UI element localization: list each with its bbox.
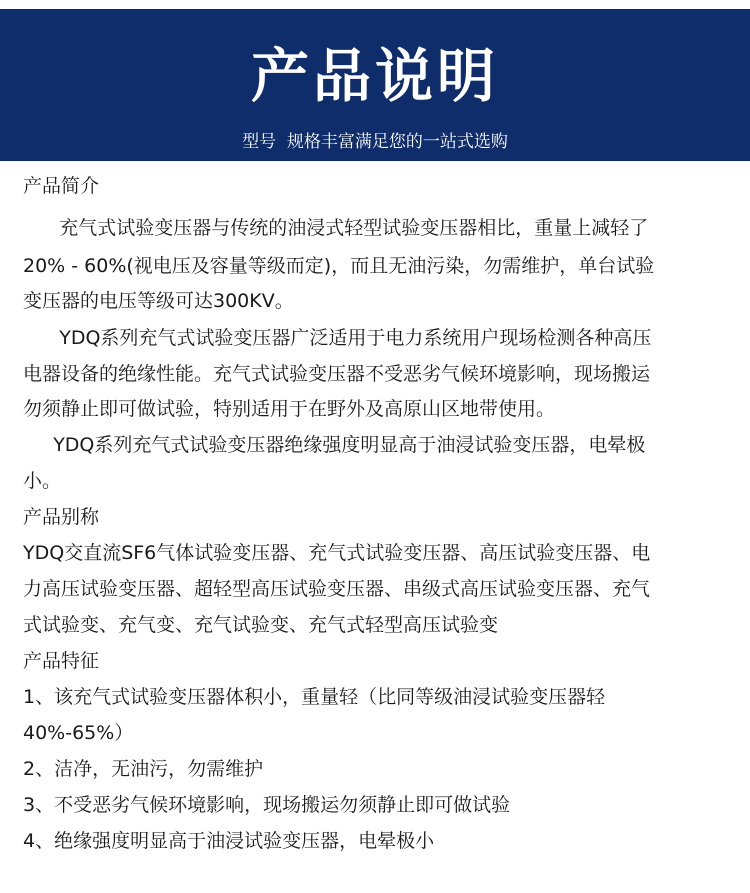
feature-3: 3、不受恶劣气候环境影响，现场搬运勿须静止即可做试验 (23, 794, 511, 816)
alias-line-3: 式试验变、充气变、充气试验变、充气式轻型高压试验变 (23, 614, 499, 636)
intro-paragraph-2-line-2: 电器设备的绝缘性能。充气式试验变压器不受恶劣气候环境影响，现场搬运 (23, 363, 651, 385)
intro-paragraph-1-line-3: 变压器的电压等级可达300KV。 (23, 290, 294, 312)
header-banner (0, 9, 750, 161)
features-heading: 产品特征 (23, 650, 100, 672)
alias-line-1: YDQ交直流SF6气体试验变压器、充气式试验变压器、高压试验变压器、电 (23, 542, 651, 564)
alias-line-2: 力高压试验变压器、超轻型高压试验变压器、串级式高压试验变压器、充气 (23, 578, 651, 600)
page-subtitle: 型号 规格丰富满足您的一站式选购 (242, 132, 508, 152)
intro-paragraph-2-line-1: YDQ系列充气式试验变压器广泛适用于电力系统用户现场检测各种高压 (23, 327, 652, 349)
feature-4: 4、绝缘强度明显高于油浸试验变压器，电晕极小 (23, 830, 435, 852)
alias-heading: 产品别称 (23, 506, 100, 528)
intro-paragraph-3-line-2: 小。 (23, 470, 62, 492)
intro-paragraph-3-line-1: YDQ系列充气式试验变压器绝缘强度明显高于油浸试验变压器，电晕极 (23, 434, 646, 456)
intro-paragraph-1-line-1: 充气式试验变压器与传统的油浸式轻型试验变压器相比，重量上减轻了 (23, 217, 649, 239)
intro-heading: 产品简介 (23, 175, 100, 197)
intro-paragraph-2-line-3: 勿须静止即可做试验，特别适用于在野外及高原山区地带使用。 (23, 398, 556, 420)
page-title: 产品说明 (250, 42, 499, 110)
feature-1-line-2: 40%-65%） (23, 722, 134, 744)
feature-2: 2、洁净，无油污，勿需维护 (23, 758, 264, 780)
intro-paragraph-1-line-2: 20% - 60%(视电压及容量等级而定)，而且无油污染，勿需维护，单台试验 (23, 255, 655, 277)
feature-1-line-1: 1、该充气式试验变压器体积小，重量轻（比同等级油浸试验变压器轻 (23, 686, 606, 708)
